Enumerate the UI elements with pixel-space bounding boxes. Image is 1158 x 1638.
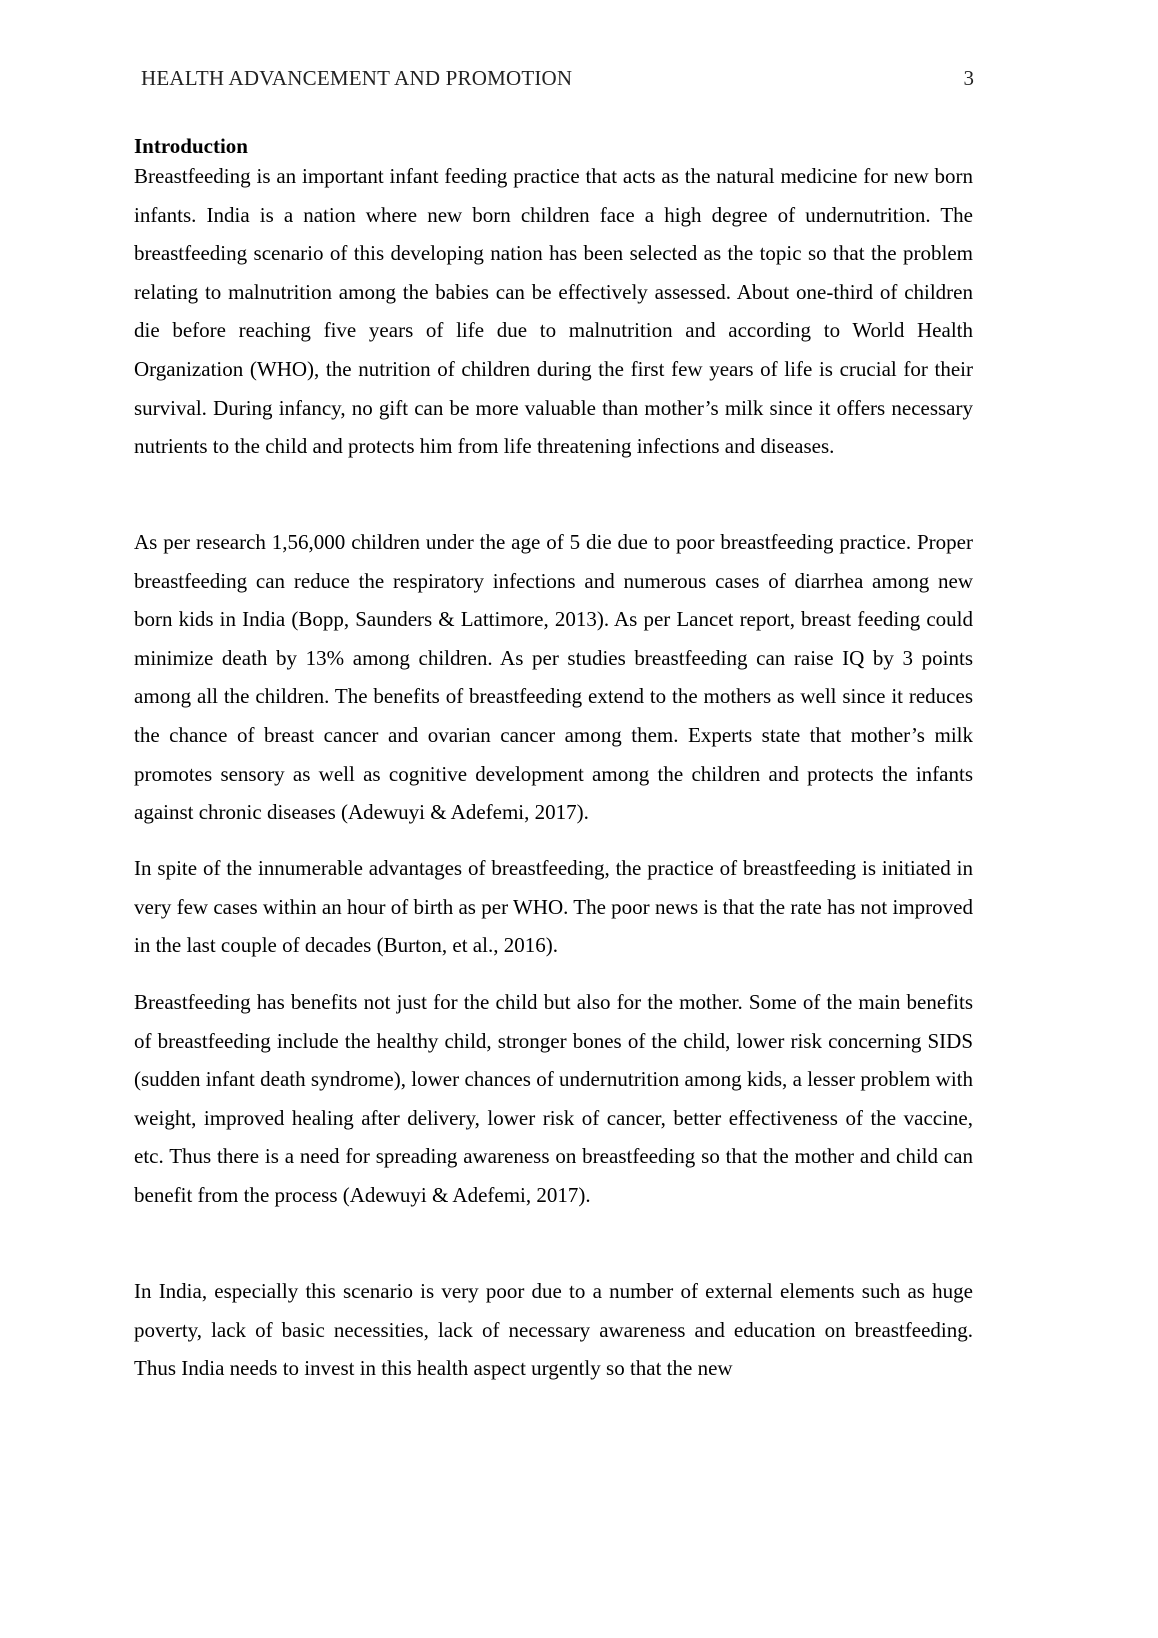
paragraph-1: Breastfeeding is an important infant feeding practice that acts as the natural medicine for new born infants. India is a nation where new born children face a high degree of undernutrition. The breastfeeding scenario of this developing nation has been selected as the topic so that the problem relating to malnutrition among the babies can be effectively assessed. About one-third of children die before reaching five years of life due to malnutrition and according to World Health Organization (WHO), the nutrition of children during the first few years of life is crucial for their survival. During infancy, no gift can be more valuable than mother’s milk since it offers necessary nutrients to the child and protects him from life threatening infections and diseases. [134, 164, 973, 459]
paragraph-4: Breastfeeding has benefits not just for the child but also for the mother. Some of the main benefits of breastfeeding include the healthy child, stronger bones of the child, lower risk concerning SIDS (sudden infant death syndrome), lower chances of undernutrition among kids, a lesser problem with weight, improved healing after delivery, lower risk of cancer, better effectiveness of the vaccine, etc. Thus there is a need for spreading awareness on breastfeeding so that the mother and child can benefit from the process (Adewuyi & Adefemi, 2017). [134, 990, 973, 1207]
paragraph-5: In India, especially this scenario is very poor due to a number of external elements such as huge poverty, lack of basic necessities, lack of necessary awareness and education on breastfeeding. Thus India needs to invest in this health aspect urgently so that the new [134, 1279, 973, 1381]
running-title: HEALTH ADVANCEMENT AND PROMOTION [141, 66, 573, 90]
paragraph-2: As per research 1,56,000 children under the age of 5 die due to poor breastfeeding practice. Proper breastfeeding can reduce the respiratory infections and numerous cases of diarrhea among new born kids in India (Bopp, Saunders & Lattimore, 2013). As per Lancet report, breast feeding could minimize death by 13% among children. As per studies breastfeeding can raise IQ by 3 points among all the children. The benefits of breastfeeding extend to the mothers as well since it reduces the chance of breast cancer and ovarian cancer among them. Experts state that mother’s milk promotes sensory as well as cognitive development among the children and protects the infants against chronic diseases (Adewuyi & Adefemi, 2017). [134, 530, 973, 825]
running-header [141, 66, 974, 92]
page-number: 3 [963, 66, 974, 90]
paragraph-3: In spite of the innumerable advantages of breastfeeding, the practice of breastfeeding is initiated in very few cases within an hour of birth as per WHO. The poor news is that the rate has not improved in the last couple of decades (Burton, et al., 2016). [134, 856, 973, 958]
section-heading: Introduction [134, 134, 248, 158]
